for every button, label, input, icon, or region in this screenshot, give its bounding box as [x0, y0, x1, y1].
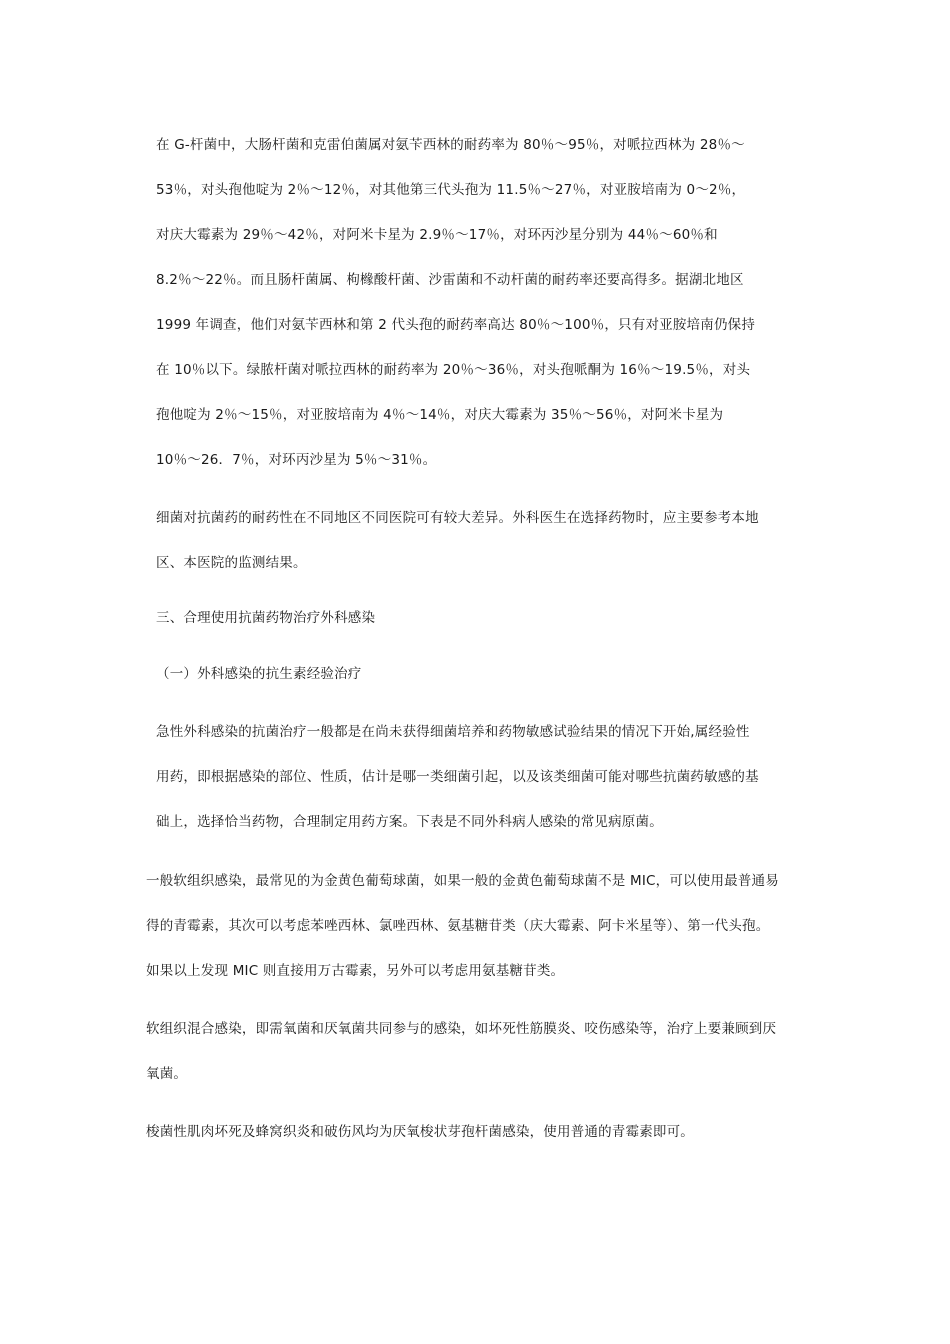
paragraph-line: 用药，即根据感染的部位、性质，估计是哪一类细菌引起，以及该类细菌可能对哪些抗菌药敏感的基 — [156, 769, 759, 785]
paragraph-line: 在 G-杆菌中，大肠杆菌和克雷伯菌属对氨苄西林的耐药率为 80％～95％，对哌拉西林为 28％～ — [156, 137, 745, 153]
paragraph-line: 孢他啶为 2％～15％，对亚胺培南为 4％～14％，对庆大霉素为 35％～56％，对阿米卡星为 — [156, 407, 724, 423]
paragraph-line: 急性外科感染的抗菌治疗一般都是在尚未获得细菌培养和药物敏感试验结果的情况下开始,属经验性 — [156, 724, 750, 740]
subsection-heading: （一）外科感染的抗生素经验治疗 — [156, 666, 362, 682]
section-heading: 三、合理使用抗菌药物治疗外科感染 — [156, 610, 376, 626]
paragraph-line: 1999 年调查，他们对氨苄西林和第 2 代头孢的耐药率高达 80％～100％，只有对亚胺培南仍保持 — [156, 317, 756, 333]
paragraph-line: 如果以上发现 MIC 则直接用万古霉素，另外可以考虑用氨基糖苷类。 — [146, 963, 565, 979]
paragraph-line: 在 10％以下。绿脓杆菌对哌拉西林的耐药率为 20％～36％，对头孢哌酮为 16％～19.5％，对头 — [156, 362, 751, 378]
paragraph-line: 8.2％～22％。而且肠杆菌属、枸橼酸杆菌、沙雷菌和不动杆菌的耐药率还要高得多。据湖北地区 — [156, 272, 744, 288]
paragraph-line: 区、本医院的监测结果。 — [156, 555, 307, 571]
paragraph-line: 氧菌。 — [146, 1066, 188, 1082]
paragraph-line: 10％～26．7％，对环丙沙星为 5％～31％。 — [156, 452, 437, 468]
paragraph-line: 梭菌性肌肉坏死及蜂窝织炎和破伤风均为厌氧梭状芽孢杆菌感染，使用普通的青霉素即可。 — [146, 1124, 694, 1140]
paragraph-line: 软组织混合感染，即需氧菌和厌氧菌共同参与的感染，如坏死性筋膜炎、咬伤感染等，治疗上要兼顾到厌 — [146, 1021, 777, 1037]
paragraph-line: 一般软组织感染，最常见的为金黄色葡萄球菌，如果一般的金黄色葡萄球菌不是 MIC，可以使用最普通易 — [146, 873, 779, 889]
paragraph-line: 细菌对抗菌药的耐药性在不同地区不同医院可有较大差异。外科医生在选择药物时，应主要参考本地 — [156, 510, 759, 526]
paragraph-line: 53％，对头孢他啶为 2％～12％，对其他第三代头孢为 11.5％～27％，对亚胺培南为 0～2％， — [156, 182, 746, 198]
paragraph-line: 对庆大霉素为 29％～42％，对阿米卡星为 2.9％～17％，对环丙沙星分别为 44％～60％和 — [156, 227, 718, 243]
paragraph-line: 得的青霉素，其次可以考虑苯唑西林、氯唑西林、氨基糖苷类（庆大霉素、阿卡米星等）、第一代头孢。 — [146, 918, 770, 934]
paragraph-line: 础上，选择恰当药物，合理制定用药方案。下表是不同外科病人感染的常见病原菌。 — [156, 814, 663, 830]
